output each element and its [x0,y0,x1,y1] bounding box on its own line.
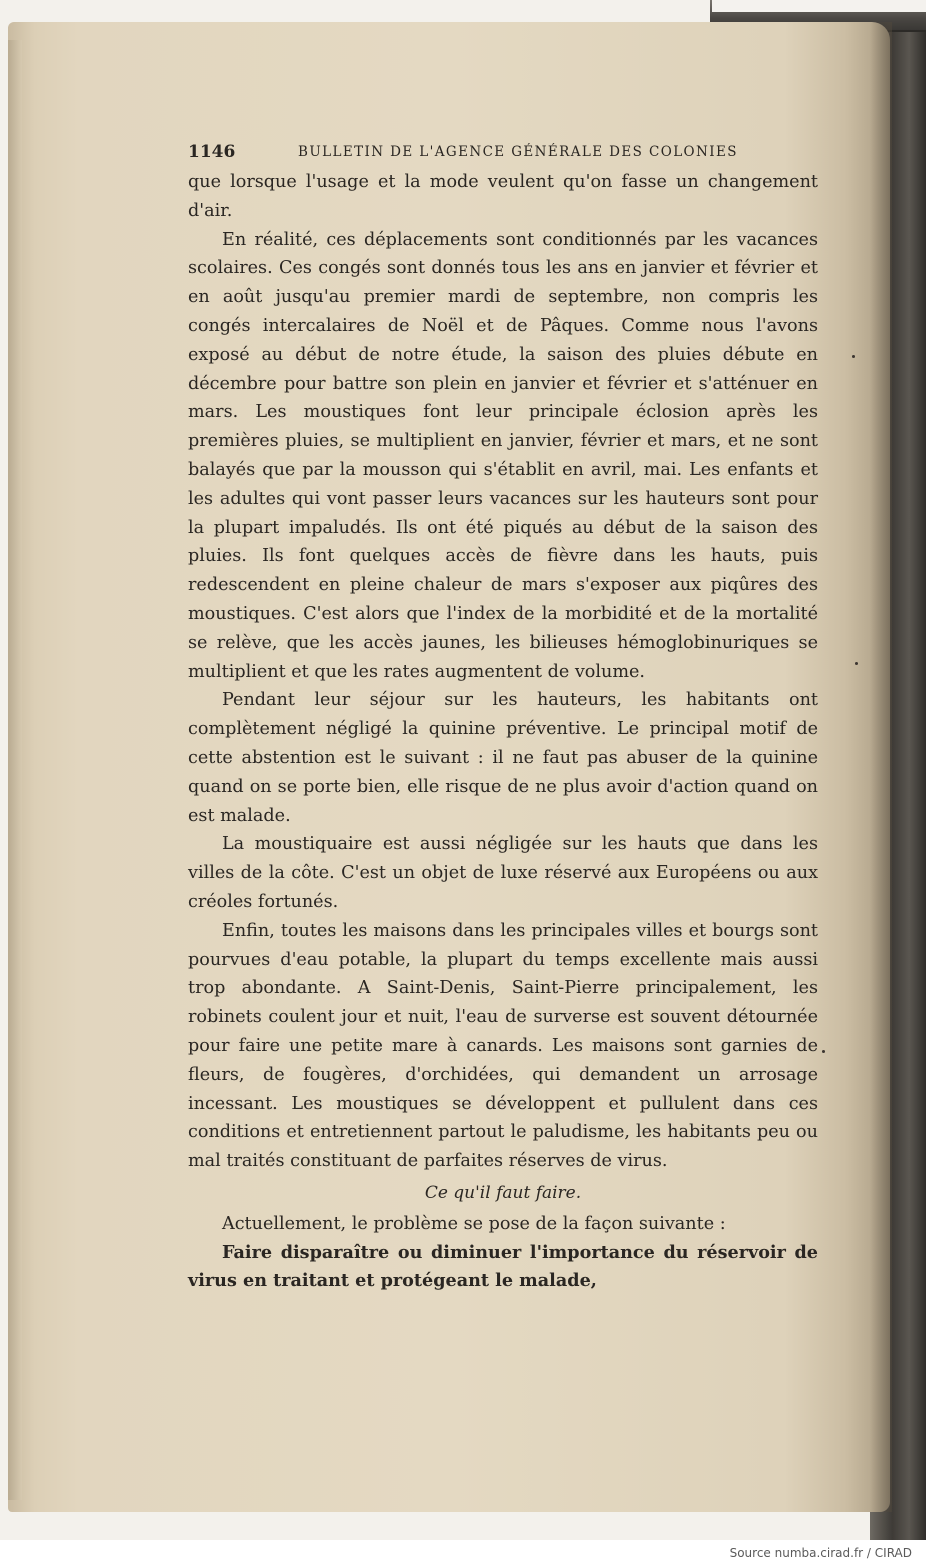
paragraph: La moustiquaire est aussi négligée sur les hauts que dans les villes de la côte. C'est un objet de luxe réservé aux Européens ou aux créoles fortunés. [188,834,818,912]
page-content [188,138,818,1296]
page-edge-left [8,40,22,1500]
paragraph: En réalité, ces déplacements sont conditionnés par les vacances scolaires. Ces congés sont donnés tous les ans en janvier et février et en août jusqu'au premier mardi de septembre, non compris les congés intercalaires de Noël et de Pâques. Comme nous l'avons exposé au début de notre étude, la saison des pluies débute en décembre pour battre son plein en janvier et février et s'atténuer en mars. Les moustiques font leur principale éclosion après les premières pluies, se multiplient en janvier, février et mars, et ne sont balayés que par la mousson qui s'établit en avril, mai. Les enfants et les adultes qui vont passer leurs vacances sur les hauteurs sont pour la plupart impaludés. Ils ont été piqués au début de la saison des pluies. Ils font quelques accès de fièvre dans les hauts, puis redescendent en pleine chaleur de mars s'exposer aux piqûres des moustiques. C'est alors que l'index de la morbidité et de la mortalité se relève, que les accès jaunes, les bilieuses hémoglobinuriques se multiplient et que les rates augmentent de volume. [188,229,818,682]
source-credit: Source numba.cirad.fr / CIRAD [729,1546,912,1560]
running-header [188,138,818,168]
section-title: Ce qu'il faut faire. [424,1182,582,1203]
ink-speck [822,1050,825,1053]
paragraph: Pendant leur séjour sur les hauteurs, les habitants ont complètement négligé la quinine préventive. Le principal motif de cette abstention est le suivant : il ne faut pas abuser de la quinine quand on se porte bien, elle risque de ne plus avoir d'action quand on est malade. [188,690,818,826]
ink-speck [855,662,858,665]
running-head-title: BULLETIN DE L'AGENCE GÉNÉRALE DES COLONIES [298,144,738,160]
footer-bar [0,1540,926,1566]
background-strip [712,0,926,12]
paragraph: que lorsque l'usage et la mode veulent qu'on fasse un changement d'air. [188,172,818,221]
paragraph: Faire disparaître ou diminuer l'importance du réservoir de virus en traitant et protégeant le malade, [188,1241,818,1292]
paragraph: Actuellement, le problème se pose de la façon suivante : [222,1213,726,1234]
paragraph: Enfin, toutes les maisons dans les principales villes et bourgs sont pourvues d'eau potable, la plupart du temps excellente mais aussi trop abondante. A Saint-Denis, Saint-Pierre principalement, les robinets coulent jour et nuit, l'eau de surverse est souvent détournée pour faire une petite mare à canards. Les maisons sont garnies de fleurs, de fougères, d'orchidées, qui demandent un arrosage incessant. Les moustiques se développent et pullulent dans ces conditions et entretiennent partout le paludisme, les habitants peu ou mal traités constituant de parfaites réserves de virus. [188,920,818,1172]
page-gutter-shadow [870,22,892,1512]
ink-speck [852,355,855,358]
body-text [188,168,818,1296]
page-number: 1146 [188,142,236,162]
